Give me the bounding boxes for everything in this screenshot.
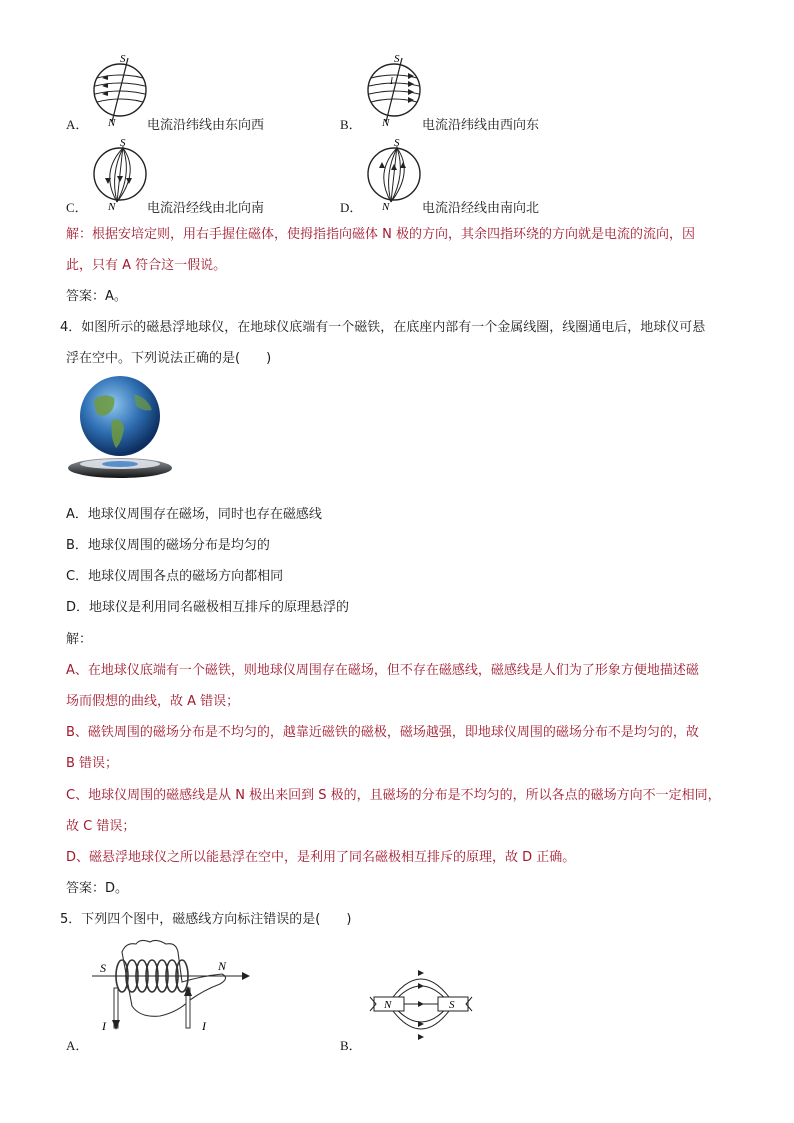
q4-solution-line: 故 C 错误； [66, 819, 136, 834]
q4-solution-line: A、在地球仪底端有一个磁铁，则地球仪周围存在磁场，但不存在磁感线，磁感线是人们为了形象方便地描述磁 [66, 663, 699, 678]
q5-option-b-letter: B． [340, 1038, 362, 1053]
maglev-globe-image [64, 372, 180, 488]
q4-solution-line: D、磁悬浮地球仪之所以能悬浮在空中，是利用了同名磁极相互排斥的原理，故 D 正确。 [66, 850, 576, 865]
bar-magnet-field-figure [368, 962, 474, 1048]
q4-option-a: A．地球仪周围存在磁场，同时也存在磁感线 [66, 507, 322, 522]
q4-solution-line: B、磁铁周围的磁场分布是不均匀的，越靠近磁铁的磁极，磁场越强，即地球仪周围的磁场分布不是均匀的，故 [66, 725, 699, 740]
pole-s-label: S [449, 999, 455, 1011]
pole-n-label: N [384, 999, 392, 1011]
globe-figure-d [364, 136, 428, 212]
q3-solution-line2: 此，只有 A 符合这一假说。 [66, 258, 227, 273]
pole-n-label: N [108, 201, 116, 212]
q4-solution-line: C、地球仪周围的磁感线是从 N 极出来回到 S 极的，且磁场的分布是不均匀的，所以各点的磁场方向不一定相同， [66, 788, 721, 803]
q3-option-a-letter: A． [66, 117, 89, 132]
q5-stem: 5．下列四个图中，磁感线方向标注错误的是( ) [60, 912, 352, 927]
hand-coil-figure [92, 938, 254, 1034]
q3-solution-line1: 解：根据安培定则，用右手握住磁体，使拇指指向磁体 N 极的方向，其余四指环绕的方向就是电流的流向，因 [66, 227, 695, 242]
globe-figure-b [364, 52, 428, 128]
q4-option-d: D．地球仪是利用同名磁极相互排斥的原理悬浮的 [66, 600, 350, 615]
q4-stem-line1: 4．如图所示的磁悬浮地球仪，在地球仪底端有一个磁铁，在底座内部有一个金属线圈，线圈通电后，地球仪可悬 [60, 320, 706, 335]
current-label-right: I [202, 1019, 206, 1033]
q5-option-a-letter: A． [66, 1038, 89, 1053]
pole-n-label: N [382, 201, 390, 212]
q3-answer: 答案：A。 [66, 289, 127, 304]
q3-option-c-text: 电流沿经线由北向南 [147, 201, 265, 216]
q4-solution-line: B 错误； [66, 756, 119, 771]
q3-option-d-text: 电流沿经线由南向北 [422, 201, 540, 216]
q3-option-b-letter: B． [340, 117, 362, 132]
q4-answer: 答案：D。 [66, 881, 129, 896]
pole-n-label: N [108, 117, 116, 128]
q4-option-b: B．地球仪周围的磁场分布是均匀的 [66, 538, 270, 553]
globe-figure-c [90, 136, 154, 212]
current-label: I [390, 76, 393, 86]
q3-option-b-text: 电流沿纬线由西向东 [422, 118, 540, 133]
pole-s-label: S [120, 53, 126, 65]
globe-figure-a [90, 52, 154, 128]
q3-option-d-letter: D． [340, 200, 363, 215]
pole-s-label: S [120, 137, 126, 149]
q4-option-c: C．地球仪周围各点的磁场方向都相同 [66, 569, 284, 584]
q4-solution-head: 解： [66, 632, 93, 647]
current-label-left: I [102, 1019, 106, 1033]
pole-s-label: S [100, 961, 106, 975]
pole-s-label: S [394, 53, 400, 65]
q3-option-a-text: 电流沿纬线由东向西 [147, 118, 265, 133]
q4-stem-line2: 浮在空中。下列说法正确的是( ) [66, 351, 272, 366]
q3-option-c-letter: C． [66, 200, 88, 215]
pole-s-label: S [394, 137, 400, 149]
q4-solution-line: 场而假想的曲线，故 A 错误； [66, 694, 240, 709]
pole-n-label: N [218, 959, 227, 973]
pole-n-label: N [382, 117, 390, 128]
